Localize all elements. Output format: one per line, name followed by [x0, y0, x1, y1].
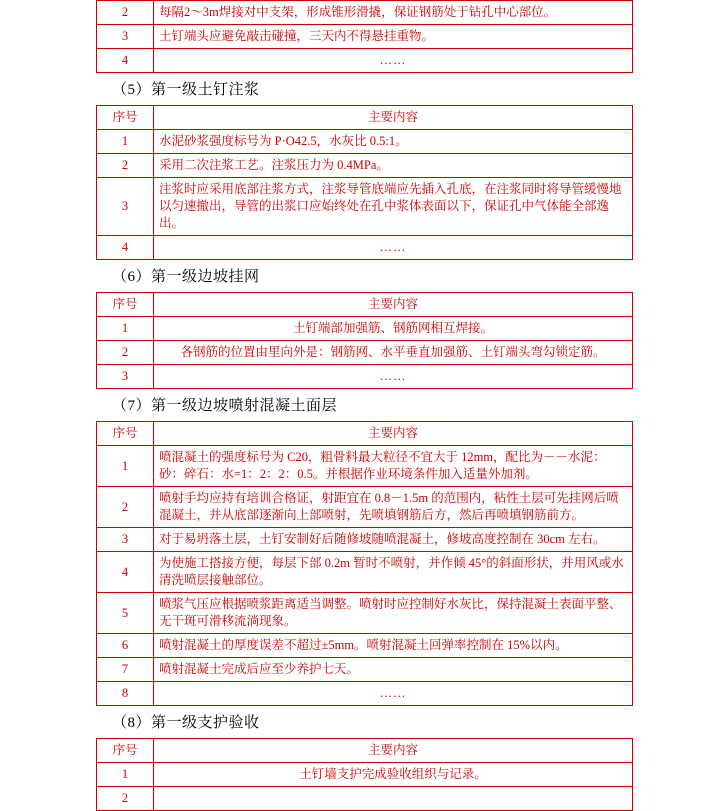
row-number: 2 [97, 787, 154, 811]
row-content: 土钉墙支护完成验收组织与记录。 [154, 763, 633, 787]
row-number: 1 [97, 446, 154, 487]
column-header-no: 序号 [97, 106, 154, 130]
column-header-content: 主要内容 [154, 739, 633, 763]
table-row [97, 317, 633, 341]
section-heading-7: （7）第一级边坡喷射混凝土面层 [112, 398, 338, 414]
table-row [97, 787, 633, 811]
row-content: 对于易坍落土层，土钉安制好后随修坡随喷混凝土，修坡高度控制在 30cm 左右。 [154, 528, 633, 552]
row-content: 采用二次注浆工艺。注浆压力为 0.4MPa。 [154, 154, 633, 178]
row-number: 4 [97, 49, 154, 73]
table-row [97, 552, 633, 593]
row-content: 土钉端头应避免敲击碰撞，三天内不得悬挂重物。 [154, 25, 633, 49]
table-section-5 [96, 105, 633, 260]
row-number: 2 [97, 341, 154, 365]
table-row [97, 341, 633, 365]
row-number: 3 [97, 528, 154, 552]
table-row [97, 49, 633, 73]
table-row [97, 528, 633, 552]
table-row [97, 236, 633, 260]
row-number: 1 [97, 317, 154, 341]
row-content [154, 787, 633, 811]
row-content-ellipsis: …… [154, 236, 633, 260]
row-content: 各钢筋的位置由里向外是：钢筋网、水平垂直加强筋、土钉端头弯勾锁定筋。 [154, 341, 633, 365]
row-number: 5 [97, 593, 154, 634]
row-content: 土钉端部加强筋、钢筋网相互焊接。 [154, 317, 633, 341]
table-row [97, 682, 633, 706]
table-section-7 [96, 421, 633, 706]
table-row [97, 130, 633, 154]
row-number: 4 [97, 236, 154, 260]
table-header-row [97, 422, 633, 446]
row-number: 2 [97, 154, 154, 178]
row-number: 2 [97, 1, 154, 25]
table-row [97, 634, 633, 658]
table-header-row [97, 739, 633, 763]
row-number: 8 [97, 682, 154, 706]
table-row [97, 178, 633, 236]
table-row [97, 446, 633, 487]
section-heading-6: （6）第一级边坡挂网 [112, 269, 260, 285]
row-number: 3 [97, 365, 154, 389]
section-heading-5: （5）第一级土钉注浆 [112, 82, 260, 98]
table-header-row [97, 106, 633, 130]
row-content: 喷射混凝土的厚度误差不超过±5mm。喷射混凝土回弹率控制在 15%以内。 [154, 634, 633, 658]
row-number: 4 [97, 552, 154, 593]
row-content-ellipsis: …… [154, 365, 633, 389]
row-content: 水泥砂浆强度标号为 P·O42.5，水灰比 0.5:1。 [154, 130, 633, 154]
row-number: 2 [97, 487, 154, 528]
row-content: 每隔2～3m焊接对中支架，形成锥形滑撬，保证钢筋处于钻孔中心部位。 [154, 1, 633, 25]
section-heading-8: （8）第一级支护验收 [112, 715, 260, 731]
column-header-content: 主要内容 [154, 106, 633, 130]
column-header-no: 序号 [97, 739, 154, 763]
table-continued-top [96, 0, 633, 73]
column-header-content: 主要内容 [154, 293, 633, 317]
row-number: 1 [97, 763, 154, 787]
row-number: 1 [97, 130, 154, 154]
column-header-content: 主要内容 [154, 422, 633, 446]
table-header-row [97, 293, 633, 317]
table-row [97, 25, 633, 49]
row-content-ellipsis: …… [154, 49, 633, 73]
row-content: 喷射手均应持有培训合格证，射距宜在 0.8－1.5m 的范围内，粘性土层可先挂网后喷混凝土，并从底部逐渐向上部喷射，先喷填钢筋后方，然后再喷填钢筋前方。 [154, 487, 633, 528]
row-content-ellipsis: …… [154, 682, 633, 706]
table-row [97, 365, 633, 389]
row-content: 喷射混凝土完成后应至少养护七天。 [154, 658, 633, 682]
row-content: 喷浆气压应根据喷浆距离适当调整。喷射时应控制好水灰比，保持混凝土表面平整、无干斑可滑移流淌现象。 [154, 593, 633, 634]
column-header-no: 序号 [97, 293, 154, 317]
table-row [97, 487, 633, 528]
table-section-8 [96, 738, 633, 811]
row-content: 喷混凝土的强度标号为 C20，粗骨料最大粒径不宜大于 12mm，配比为－－水泥：砂：碎石：水=1：2：2：0.5。并根据作业环境条件加入适量外加剂。 [154, 446, 633, 487]
row-number: 3 [97, 25, 154, 49]
table-row [97, 1, 633, 25]
row-number: 3 [97, 178, 154, 236]
table-row [97, 763, 633, 787]
table-section-6 [96, 292, 633, 389]
row-number: 7 [97, 658, 154, 682]
table-row [97, 593, 633, 634]
column-header-no: 序号 [97, 422, 154, 446]
row-content: 为使施工搭接方便，每层下部 0.2m 暂时不喷射，并作倾 45°的斜面形状，并用风或水清洗喷层接触部位。 [154, 552, 633, 593]
table-row [97, 154, 633, 178]
table-row [97, 658, 633, 682]
row-number: 6 [97, 634, 154, 658]
row-content: 注浆时应采用底部注浆方式，注浆导管底端应先插入孔底，在注浆同时将导管缓慢地以匀速撤出，导管的出浆口应始终处在孔中浆体表面以下，保证孔中气体能全部逸出。 [154, 178, 633, 236]
